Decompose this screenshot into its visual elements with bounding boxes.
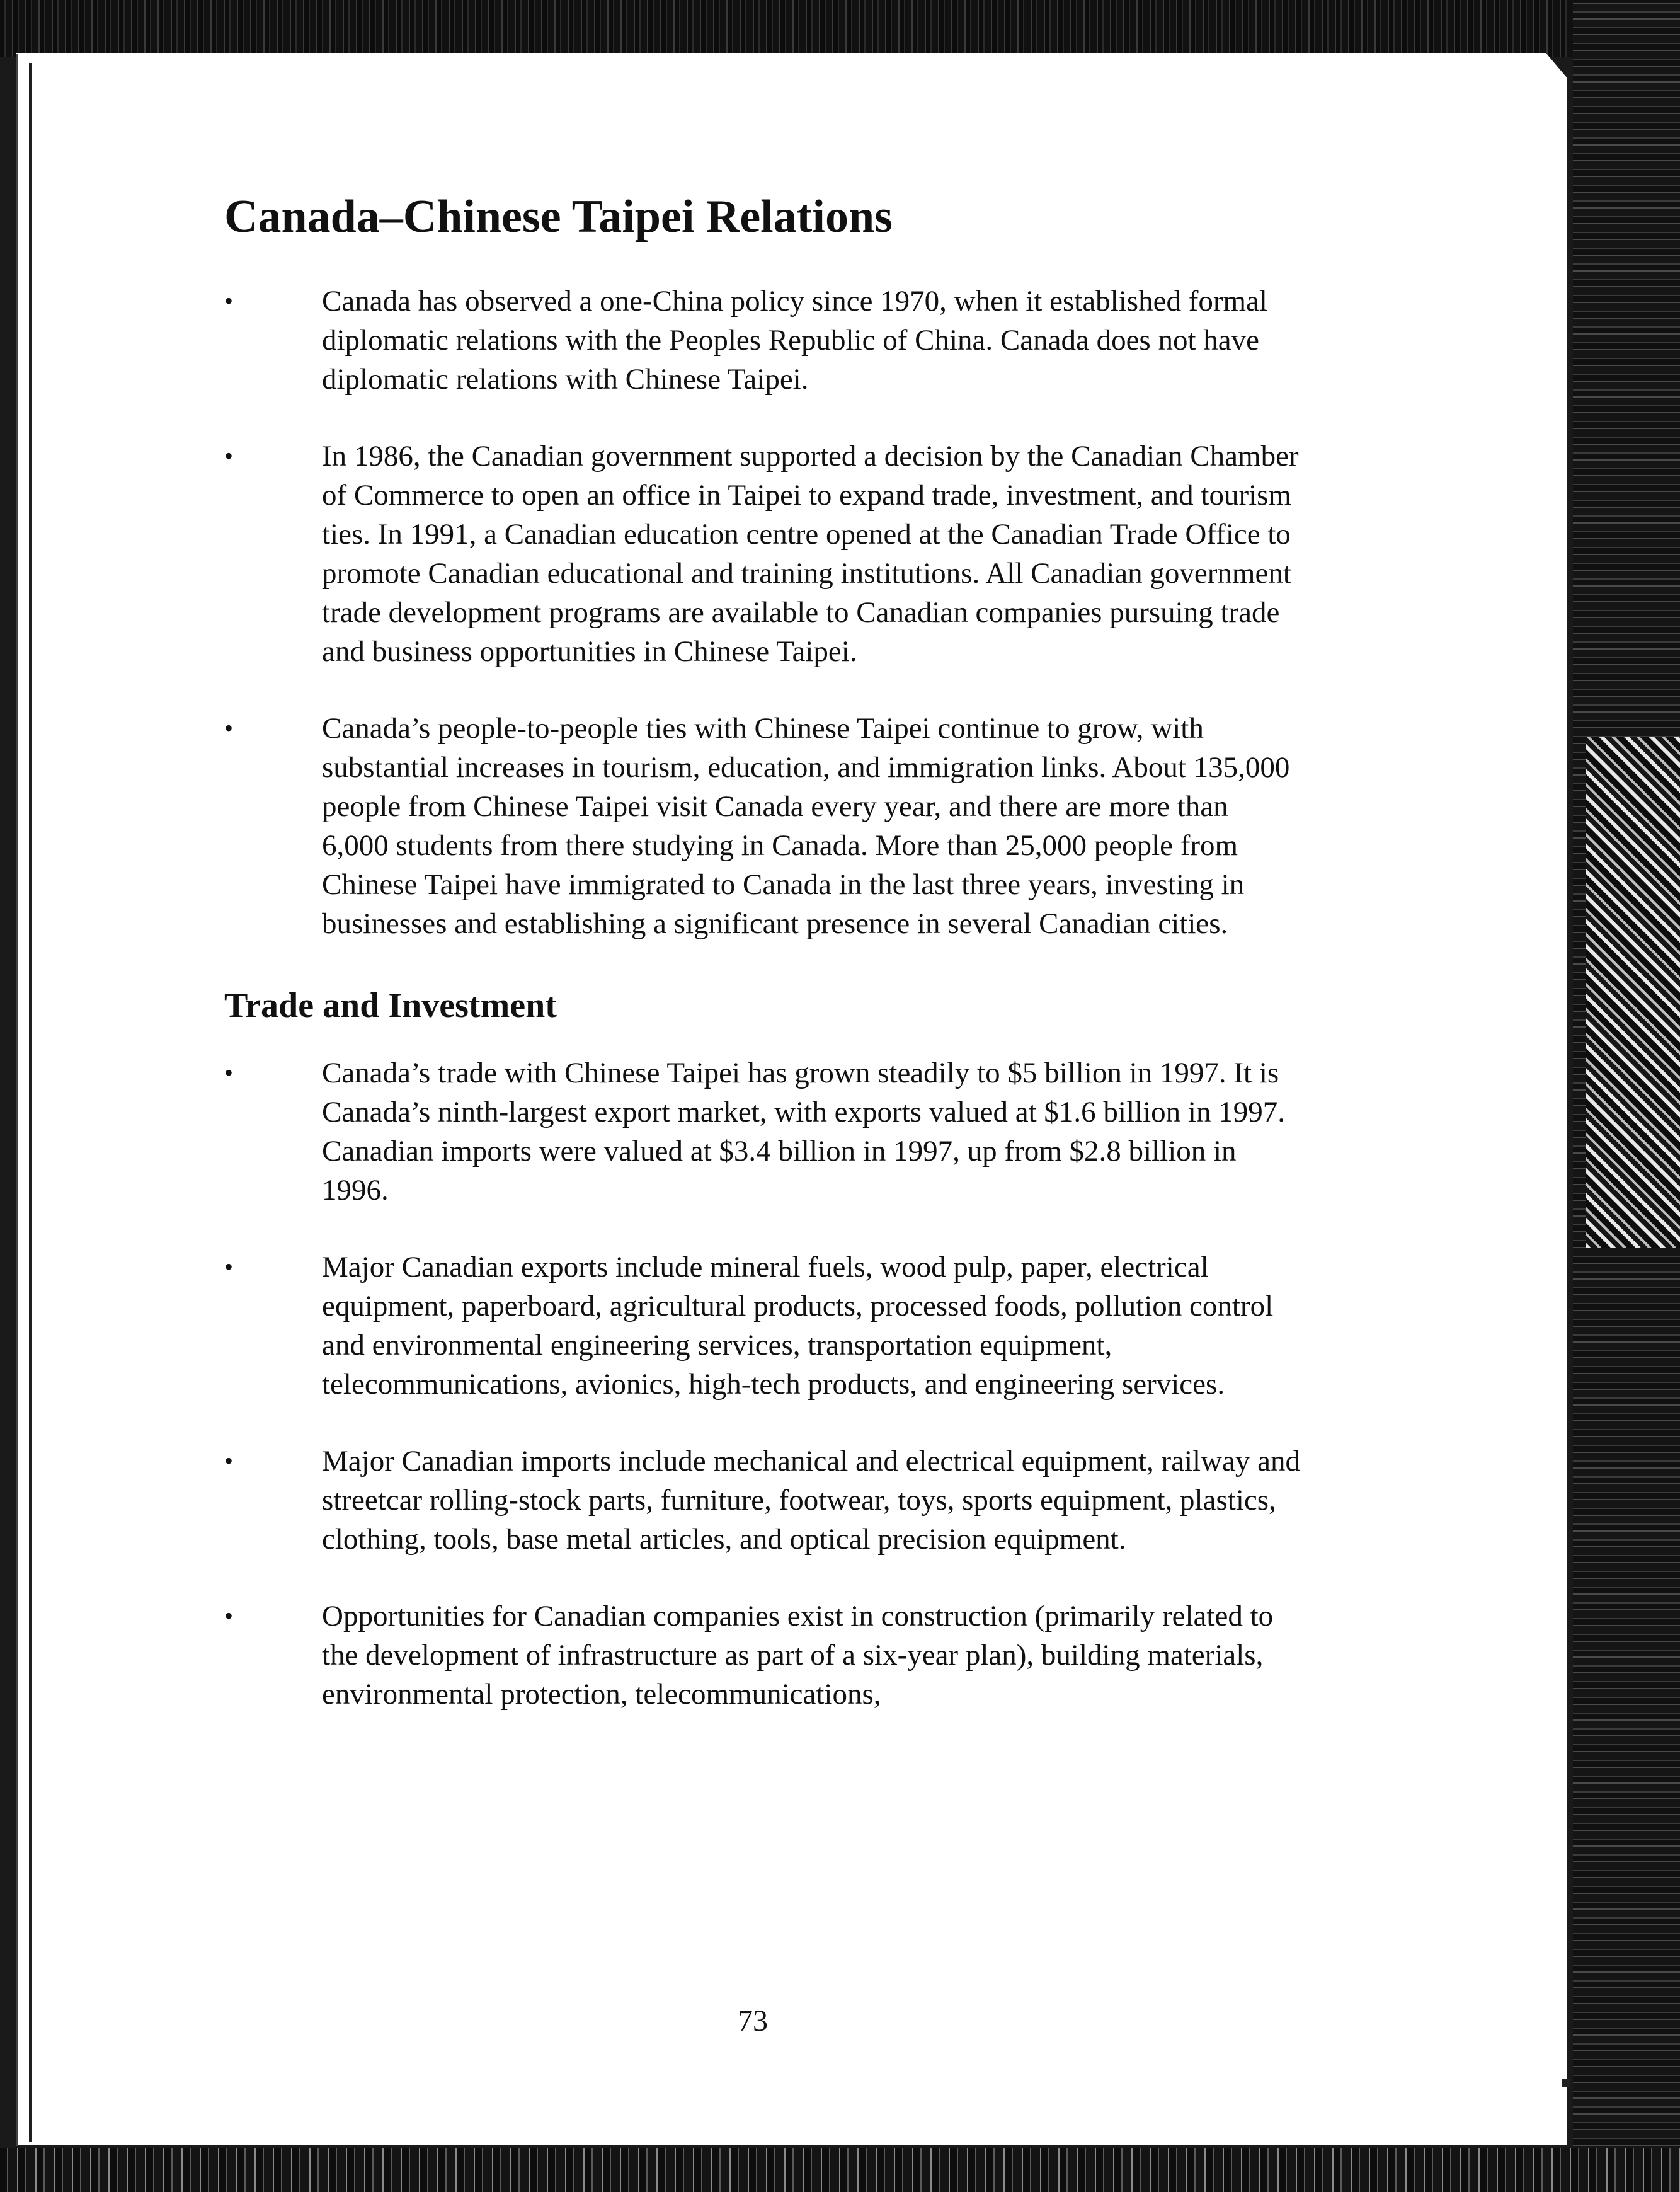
list-item	[224, 1248, 1301, 1404]
bullet-icon: •	[224, 286, 234, 315]
bullet-icon: •	[224, 1058, 234, 1087]
list-item	[224, 1442, 1301, 1559]
relations-bullet-list	[224, 282, 1301, 943]
page-title: Canada–Chinese Taipei Relations	[224, 191, 893, 243]
list-item	[224, 282, 1301, 399]
list-item	[224, 709, 1301, 943]
scan-corner-mark	[1562, 2079, 1570, 2087]
scan-border-right-pattern	[1586, 737, 1680, 1248]
page-edge-line	[16, 54, 18, 2146]
bullet-icon: •	[224, 1601, 234, 1630]
list-item	[224, 1597, 1301, 1714]
list-item	[224, 437, 1301, 671]
bullet-text: Opportunities for Canadian companies exist in construction (primarily related to the development of infrastructure as part of a six-year plan), building materials, environmental protection, telecommunications,	[322, 1599, 1274, 1711]
binding-line	[29, 63, 32, 2142]
section-heading-trade: Trade and Investment	[224, 985, 557, 1025]
scan-border-top	[0, 0, 1680, 57]
document-content	[224, 189, 1301, 1714]
trade-bullet-list	[224, 1053, 1301, 1714]
scan-border-bottom	[0, 2148, 1680, 2192]
bullet-text: Canada’s people-to-people ties with Chinese Taipei continue to grow, with substantial increases in tourism, education, and immigration links. About 135,000 people from Chinese Taipei visit Canada every year, and there are more than 6,000 students from there studying in Canada. More than 25,000 people from Chinese Taipei have immigrated to Canada in the last three years, investing in businesses and establishing a significant presence in several Canadian cities.	[322, 711, 1290, 940]
bullet-icon: •	[224, 1446, 234, 1475]
bullet-icon: •	[224, 1252, 234, 1281]
bullet-text: Major Canadian imports include mechanical and electrical equipment, railway and streetcar rolling-stock parts, furniture, footwear, toys, sports equipment, plastics, clothing, tools, base metal articles, and optical precision equipment.	[322, 1444, 1301, 1556]
bullet-icon: •	[224, 441, 234, 470]
bullet-text: In 1986, the Canadian government supported a decision by the Canadian Chamber of Commerce to open an office in Taipei to expand trade, investment, and tourism ties. In 1991, a Canadian education centre opened at the Canadian Trade Office to promote Canadian educational and training institutions. All Canadian government trade development programs are available to Canadian companies pursuing trade and business opportunities in Chinese Taipei.	[322, 439, 1299, 668]
bullet-icon: •	[224, 713, 234, 742]
bullet-text: Canada’s trade with Chinese Taipei has grown steadily to $5 billion in 1997. It is Canada’s ninth-largest export market, with exports valued at $1.6 billion in 1997. Canadian imports were valued at $3.4 billion in 1997, up from $2.8 billion in 1996.	[322, 1056, 1285, 1207]
bullet-text: Major Canadian exports include mineral fuels, wood pulp, paper, electrical equipment, paperboard, agricultural products, processed foods, pollution control and environmental engineering services, transportation equipment, telecommunications, avionics, high-tech products, and engineering services.	[322, 1250, 1274, 1401]
page-number: 73	[738, 2004, 768, 2038]
list-item	[224, 1053, 1301, 1210]
bullet-text: Canada has observed a one-China policy since 1970, when it established formal diplomatic relations with the Peoples Republic of China. Canada does not have diplomatic relations with Chinese Taipei.	[322, 284, 1267, 396]
